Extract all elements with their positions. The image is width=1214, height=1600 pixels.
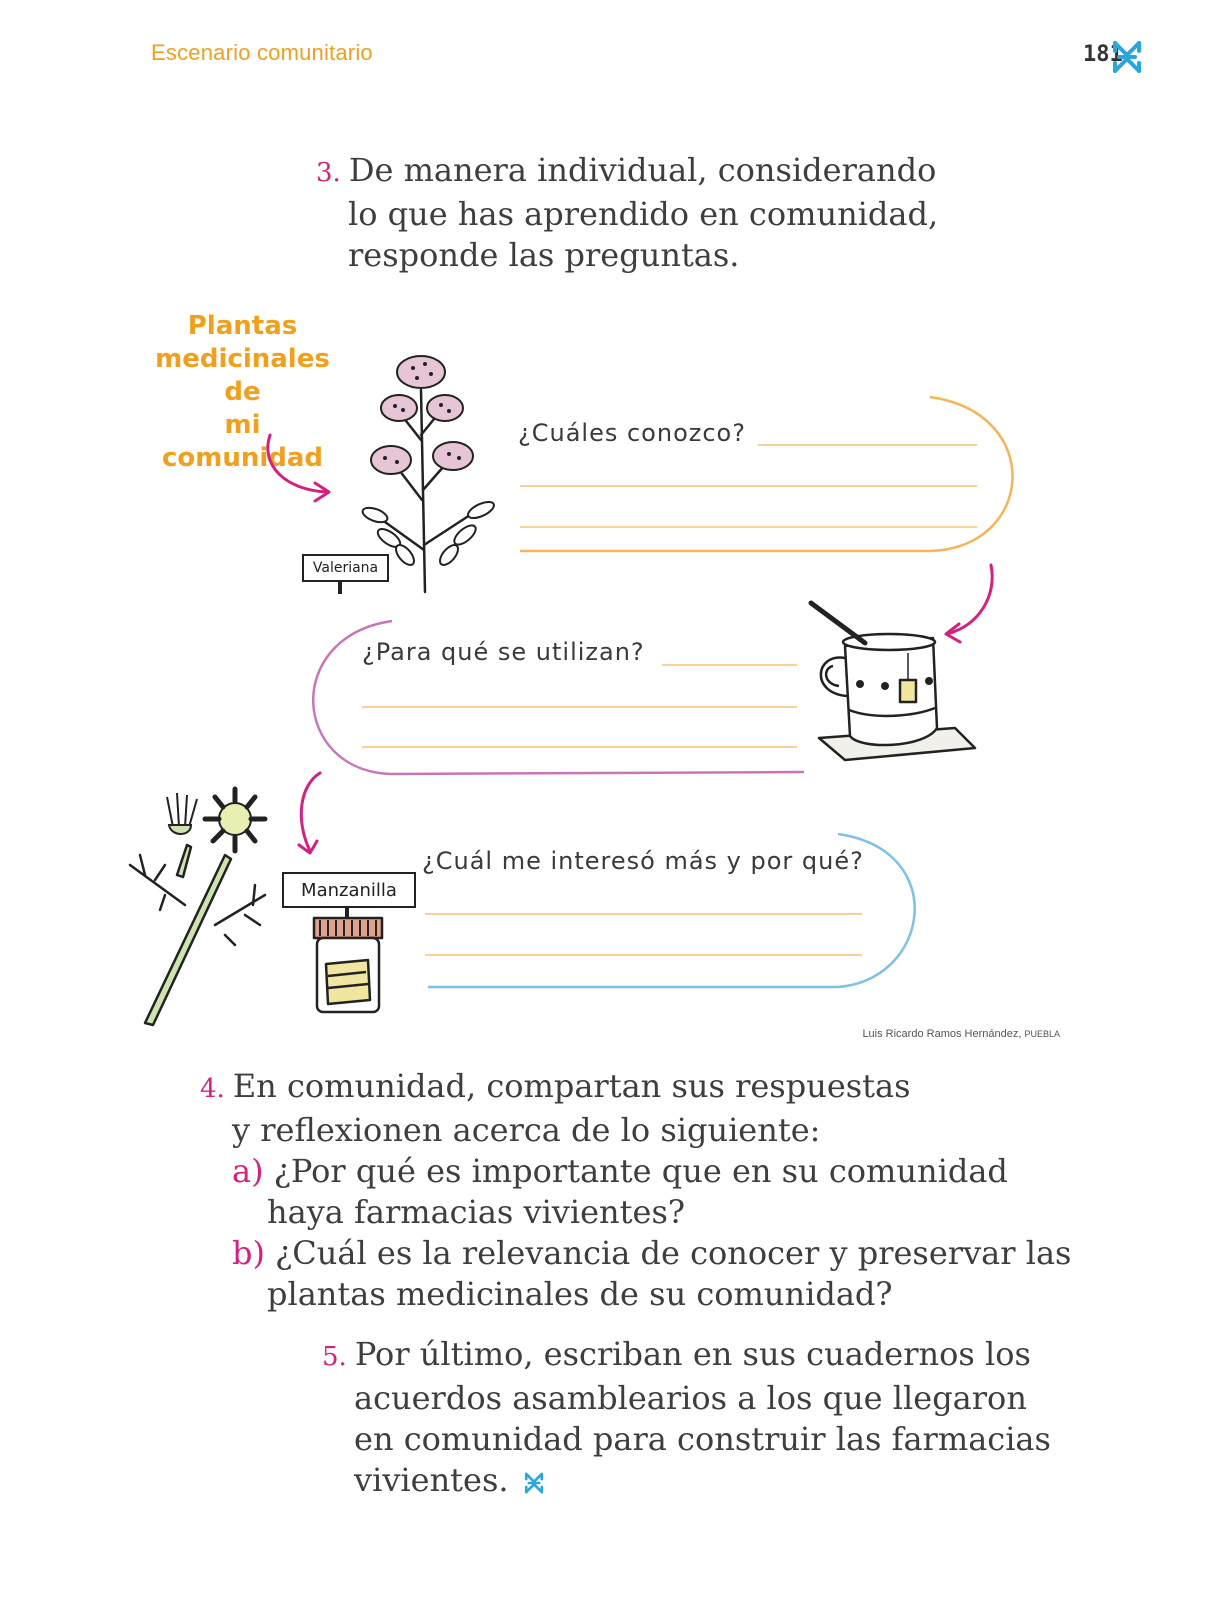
herb-jar-icon [310,914,385,1016]
chamomile-plant-icon [125,785,275,1030]
item-text-line: ¿Por qué es importante que en su comunidad [273,1152,1008,1190]
question-3: ¿Cuál me interesó más y por qué? [422,847,864,875]
question-2: ¿Para qué se utilizan? [362,638,645,666]
answer-box-1[interactable] [515,393,1015,558]
list-item [200,1151,1008,1192]
step-text-line: En comunidad, compartan sus respuestas [232,1067,911,1105]
step-text-line: y reflexionen acerca de lo siguiente: [232,1111,821,1149]
step-5 [322,1334,1051,1501]
step-3 [316,150,939,276]
step-text-line: lo que has aprendido en comunidad, [348,195,939,233]
arrow-to-valerian-icon [255,425,345,515]
side-title-line: mi comunidad [161,410,324,473]
question-1: ¿Cuáles conozco? [518,419,746,447]
step-text-line: acuerdos asamblearios a los que llegaron [354,1379,1027,1417]
tea-cup-icon [805,598,980,768]
item-text-line: ¿Cuál es la relevancia de conocer y preservar las [275,1234,1072,1272]
illustration-credit [820,1028,1060,1040]
step-4 [200,1066,1072,1315]
end-logo-icon [523,1470,545,1496]
step-text-line: Por último, escriban en sus cuadernos los [354,1335,1031,1373]
step-number: 5. [322,1342,347,1372]
credit-place: PUEBLA [1024,1029,1060,1039]
item-letter: a) [232,1152,264,1190]
community-logo-icon [1110,38,1144,76]
side-title-line: medicinales de [155,344,330,407]
list-item [200,1233,1072,1274]
credit-author: Luis Ricardo Ramos Hernández, [862,1028,1022,1040]
step-text-line: en comunidad para construir las farmacias [354,1420,1051,1458]
step-number: 3. [316,158,341,188]
valerian-label: Valeriana [302,554,389,582]
step-text-line: De manera individual, considerando [348,151,937,189]
item-letter: b) [232,1234,265,1272]
section-title: Escenario comunitario [151,40,373,65]
page-number: 181 [1083,42,1123,67]
side-title-line: Plantas [187,311,298,341]
item-text-line: plantas medicinales de su comunidad? [267,1275,893,1313]
item-text-line: haya farmacias vivientes? [267,1193,686,1231]
step-text-line: vivientes. [354,1461,509,1499]
chamomile-label: Manzanilla [282,872,416,908]
step-number: 4. [200,1074,225,1104]
step-text-line: responde las preguntas. [348,236,740,274]
answer-box-3[interactable] [420,830,920,995]
